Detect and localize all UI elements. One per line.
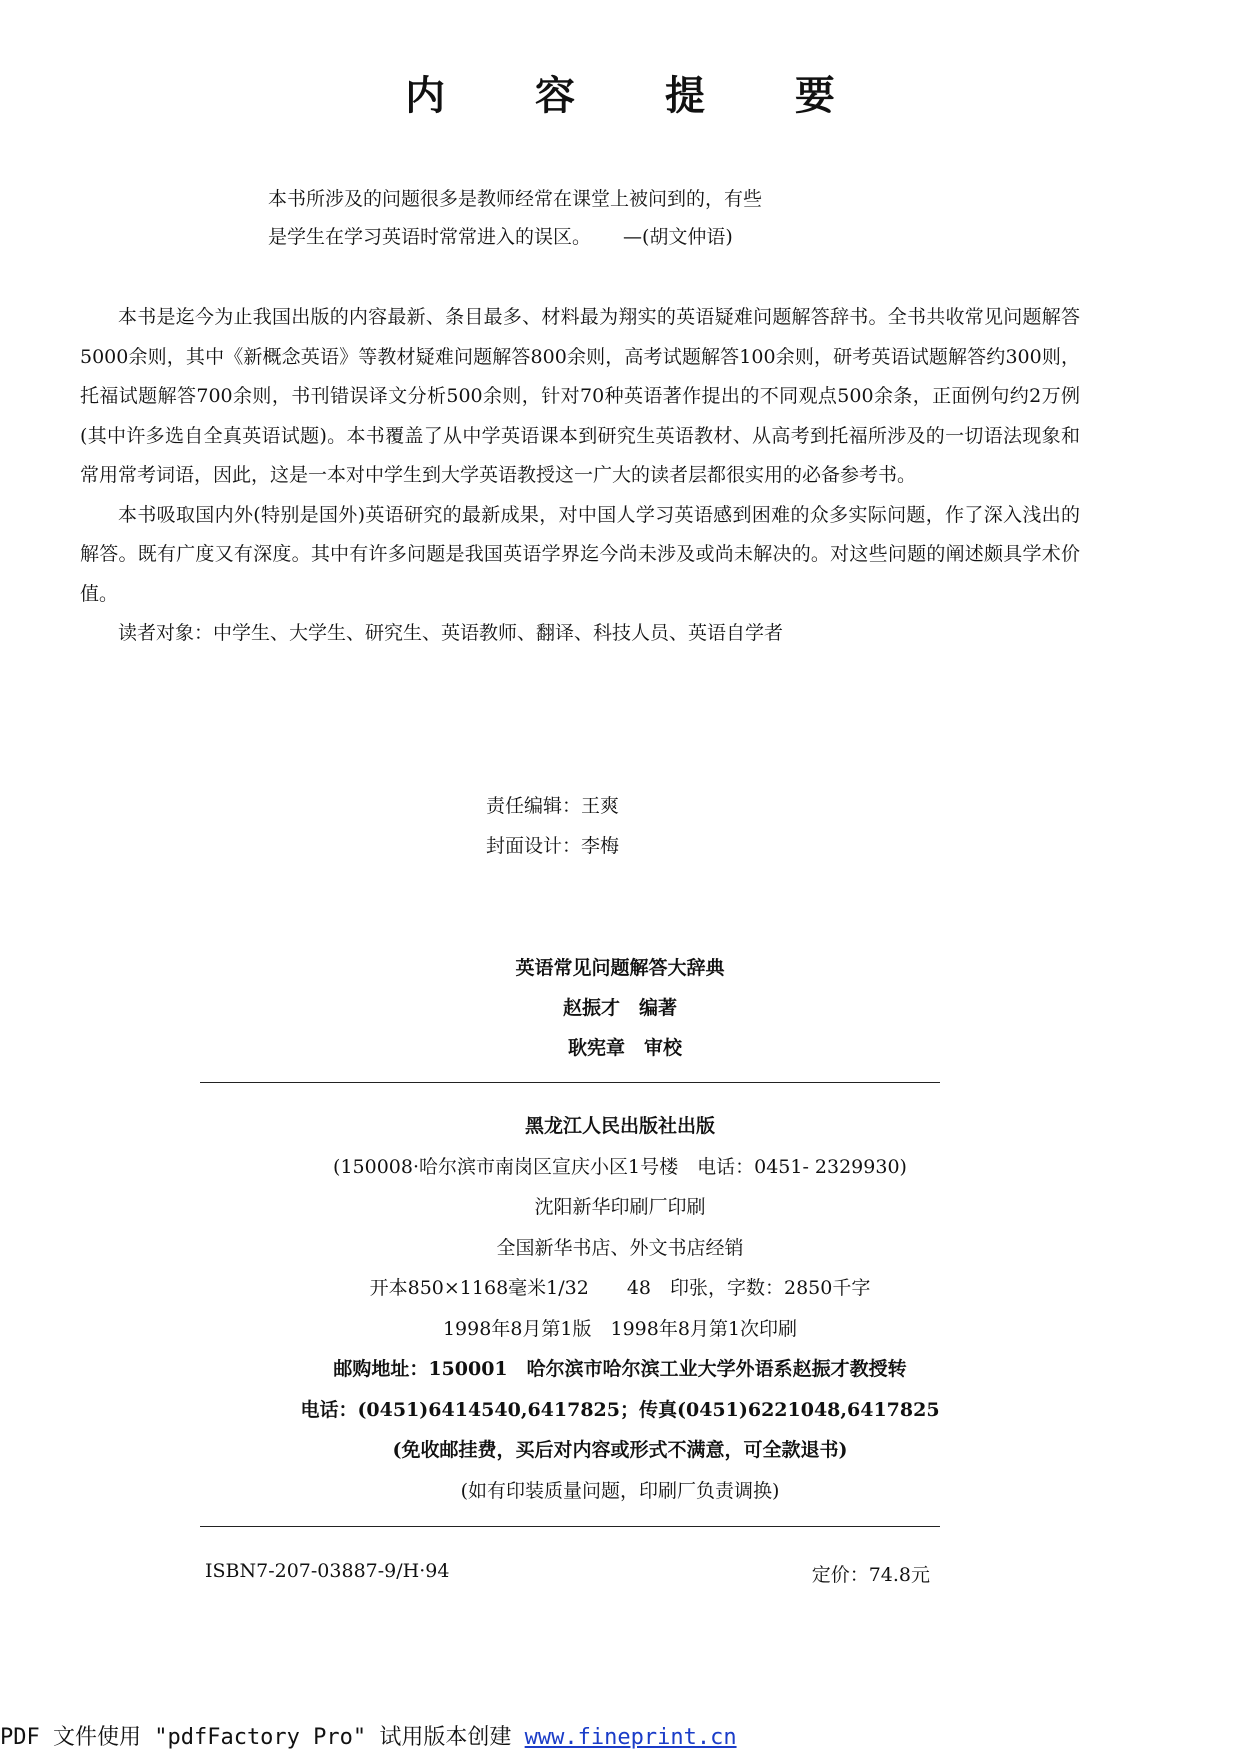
- mail-order-address: 邮购地址：150001 哈尔滨市哈尔滨工业大学外语系赵振才教授转: [333, 1358, 907, 1380]
- publication-block: [0, 1106, 1240, 1511]
- divider-bottom: [200, 1526, 940, 1527]
- quote-line-2: [268, 218, 968, 256]
- quote-block: [268, 180, 968, 256]
- divider-top: [200, 1082, 940, 1083]
- quote-line-2-text: 是学生在学习英语时常常进入的误区。: [268, 226, 592, 248]
- summary-paragraph-2: 本书吸取国内外(特别是国外)英语研究的最新成果，对中国人学习英语感到困难的众多实际问题，作了深入浅出的解答。既有广度又有深度。其中有许多问题是我国英语学界迄今尚未涉及或尚未解决的。对这些问题的阐述颇具学术价值。: [80, 503, 1080, 605]
- book-info: [0, 948, 1240, 1068]
- publisher: 黑龙江人民出版社出版: [524, 1115, 715, 1137]
- footer-text: PDF 文件使用 "pdfFactory Pro" 试用版本创建: [0, 1725, 525, 1750]
- quote-line-1: 本书所涉及的问题很多是教师经常在课堂上被问到的，有些: [268, 188, 763, 210]
- pdf-footer: [0, 1720, 737, 1751]
- readers-line: 读者对象：中学生、大学生、研究生、英语教师、翻译、科技人员、英语自学者: [118, 622, 784, 644]
- price: 定价：74.8元: [811, 1564, 930, 1586]
- summary-paragraph-1: 本书是迄今为止我国出版的内容最新、条目最多、材料最为翔实的英语疑难问题解答辞书。全书共收常见问题解答5000余则，其中《新概念英语》等教材疑难问题解答800余则，高考试题解答100余则，研考英语试题解答约300则，托福试题解答700余则，书刊错误译文分析500余则，针对70种英语著作提出的不同观点500余条，正面例句约2万例(其中许多选自全真英语试题)。本书覆盖了从中学英语课本到研究生英语教材、从高考到托福所涉及的一切语法现象和常用常考词语，因此，这是一本对中学生到大学英语教授这一广大的读者层都很实用的必备参考书。: [80, 306, 1080, 486]
- responsible-editor: 责任编辑：王爽: [486, 795, 620, 817]
- quality-note: (如有印装质量问题，印刷厂负责调换): [460, 1479, 780, 1502]
- edition-info: 1998年8月第1版 1998年8月第1次印刷: [442, 1317, 798, 1340]
- summary-section: [80, 298, 1080, 654]
- distributor: 全国新华书店、外文书店经销: [496, 1236, 744, 1259]
- page-title: 内 容 提 要: [405, 72, 873, 119]
- printer: 沈阳新华印刷厂印刷: [534, 1196, 706, 1218]
- footer-link[interactable]: www.fineprint.cn: [524, 1725, 737, 1750]
- quote-attribution: —(胡文仲语): [623, 226, 733, 248]
- refund-note: (免收邮挂费，买后对内容或形式不满意，可全款退书): [392, 1439, 848, 1461]
- book-reviewer: 耿宪章 审校: [567, 1037, 682, 1059]
- cover-designer: 封面设计：李梅: [486, 835, 620, 857]
- book-author: 赵振才 编著: [562, 997, 677, 1019]
- publisher-address: (150008·哈尔滨市南岗区宣庆小区1号楼 电话：0451- 2329930): [333, 1155, 907, 1178]
- contact-phone: 电话：(0451)6414540,6417825；传真(0451)6221048,6417825: [300, 1398, 940, 1421]
- isbn: ISBN7-207-03887-9/H·94: [205, 1560, 450, 1582]
- format-info: 开本850×1168毫米1/32 48 印张，字数：2850千字: [369, 1277, 871, 1299]
- book-title: 英语常见问题解答大辞典: [515, 957, 725, 979]
- editors-block: [486, 786, 619, 866]
